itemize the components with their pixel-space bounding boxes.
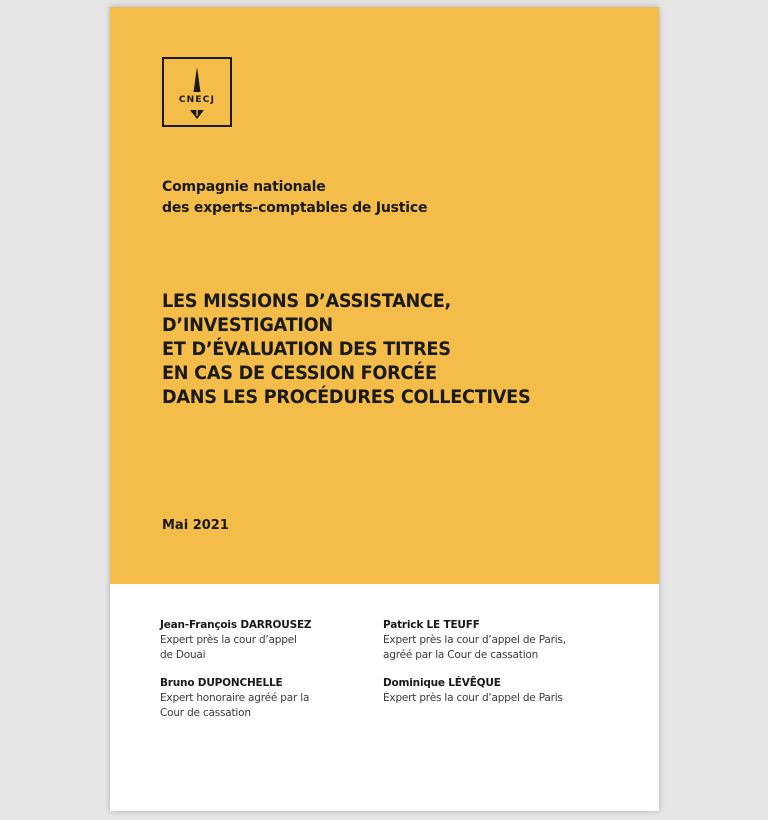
author-role	[383, 633, 583, 663]
cnecj-logo	[162, 57, 232, 127]
cover-band	[110, 7, 659, 584]
author-role-line: agréé par la Cour de cassation	[383, 649, 539, 661]
title-line: ET D’ÉVALUATION DES TITRES	[162, 338, 451, 360]
author-role-line: Expert près la cour d’appel de Paris,	[383, 634, 566, 646]
publication-date: Mai 2021	[162, 518, 229, 533]
author-role-line: Expert près la cour d’appel	[160, 634, 297, 646]
document-page	[110, 7, 659, 811]
title-line: LES MISSIONS D’ASSISTANCE,	[162, 290, 451, 312]
author-role	[160, 633, 360, 663]
author-block	[160, 618, 360, 663]
title-line: D’INVESTIGATION	[162, 314, 333, 336]
author-block	[160, 676, 360, 721]
author-role-line: Expert près la cour d’appel de Paris	[383, 692, 563, 704]
author-block	[383, 618, 583, 663]
author-role	[160, 691, 360, 721]
author-role-line: Expert honoraire agréé par la	[160, 692, 310, 704]
author-name: Jean-François DARROUSEZ	[160, 619, 312, 631]
title-line: DANS LES PROCÉDURES COLLECTIVES	[162, 386, 531, 408]
organization-line-1: Compagnie nationale	[162, 179, 326, 195]
author-block	[383, 676, 583, 706]
document-title	[162, 289, 608, 409]
author-role-line: Cour de cassation	[160, 707, 251, 719]
pen-nib-icon	[164, 59, 230, 125]
title-line: EN CAS DE CESSION FORCÉE	[162, 362, 437, 384]
author-role	[383, 691, 583, 706]
organization-line-2: des experts-comptables de Justice	[162, 200, 428, 216]
author-name: Patrick LE TEUFF	[383, 619, 480, 631]
author-role-line: de Douai	[160, 649, 206, 661]
logo-text: CNECJ	[178, 95, 216, 105]
organization-name	[162, 177, 427, 219]
author-name: Dominique LÉVÊQUE	[383, 677, 501, 689]
authors-section	[110, 584, 659, 811]
author-name: Bruno DUPONCHELLE	[160, 677, 283, 689]
